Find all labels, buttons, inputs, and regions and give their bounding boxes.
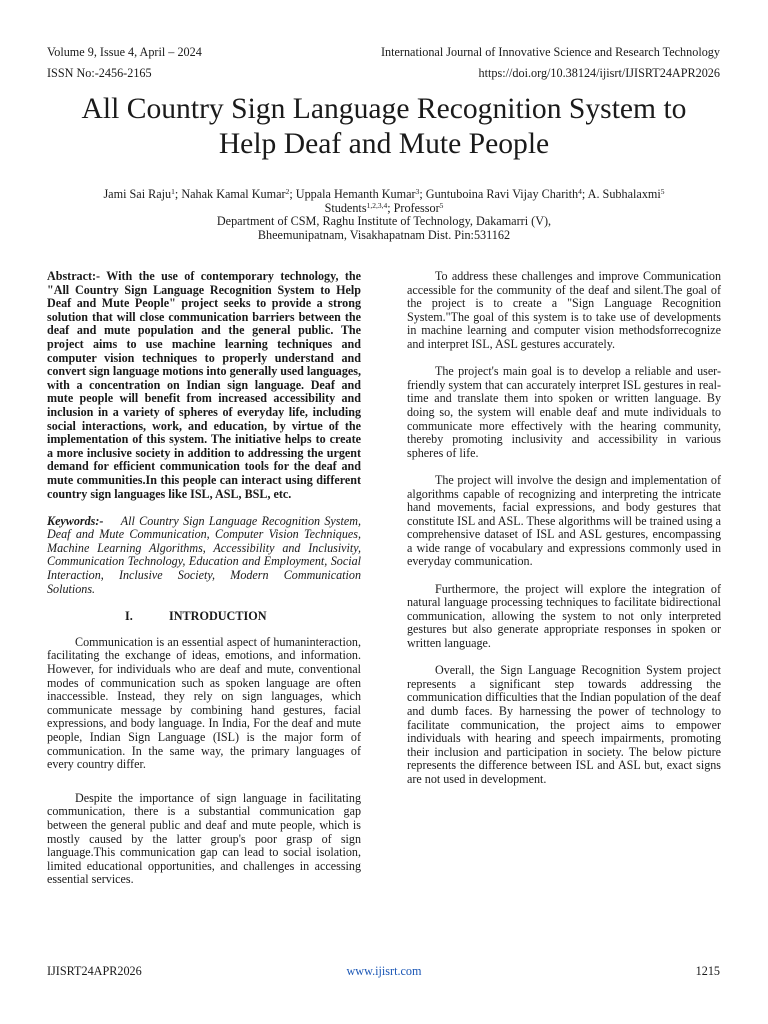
body-paragraph-3: The project will involve the design and implementation of algorithms capable of recognizing and interpreting the intricate hand movements, facial expressions, and body gestures that constitute ISL and ASL. These algorithms will be trained using a comprehensive dataset of ISL and ASL gestures, encompassing a wide range of vocabulary and expressions commonly used in everyday communication.: [407, 472, 721, 569]
role-professor-superscript: 5: [439, 200, 444, 210]
affiliation-line-2: Bheemunipatnam, Visakhapatnam Dist. Pin:531162: [257, 227, 511, 242]
author-superscript: 3: [415, 187, 420, 196]
section-number: I.: [125, 609, 133, 624]
keywords-label: Keywords:-: [47, 513, 104, 528]
intro-paragraph-1: Communication is an essential aspect of humaninteraction, facilitating the exchange of ideas, emotions, and information. However, for individuals who are deaf and mute, conventional modes of communication such as spoken language are often inaccessible. Instead, they rely on sign languages, which communicate message by combining hand gestures, facial expressions, and body language. In India, For the deaf and mute people, Indian Sign Language (ISL) is the major form of communication. In the same way, the primary languages of every country differ.: [47, 634, 361, 772]
issn: ISSN No:-2456-2165: [47, 66, 152, 80]
paper-title: [20, 92, 748, 162]
section-title: INTRODUCTION: [169, 609, 267, 624]
author-superscript: 5: [660, 187, 665, 196]
keywords: [47, 515, 361, 597]
author-name: ; Nahak Kamal Kumar: [174, 187, 286, 201]
author-name: ; Uppala Hemanth Kumar: [289, 187, 416, 201]
keywords-text: All Country Sign Language Recognition System, Deaf and Mute Communication, Computer Vision Techniques, Machine Learning Algorithms, Accessibility and Inclusivity, Communication Technology, Education and Employment, Social Interaction, Inclusive Society, Modern Communication Solutions.: [47, 513, 361, 596]
author-name: ; Guntuboina Ravi Vijay Charith: [419, 187, 579, 201]
body-paragraph-4: Furthermore, the project will explore the integration of natural language processing techniques to facilitate bidirectional communication, allowing the system to not only interpreted gestures but also generate appropriate responses in spoken or written language.: [407, 581, 721, 651]
body-paragraph-5: Overall, the Sign Language Recognition System project represents a significant step towards addressing the communication difficulties that the Indian population of the deaf and dumb faces. By harnessing the power of technology to facilitate communication, the project aims to empower individuals with hearing and speech impairments, promoting their inclusion and participation in society. The below picture represents the difference between ISL and ASL but, exact signs are not used in development.: [407, 663, 721, 786]
journal-volume: Volume 9, Issue 4, April – 2024: [47, 45, 202, 59]
footer-site-link[interactable]: www.ijisrt.com: [346, 964, 422, 978]
role-students: Students: [324, 200, 367, 215]
journal-name: International Journal of Innovative Science and Research Technology: [380, 45, 720, 59]
body-paragraph-2: The project's main goal is to develop a reliable and user-friendly system that can accurately interpret ISL gestures in real-time and translate them into spoken or written language. By doing so, the system will enable deaf and mute individuals to communicate more effectively with the hearing community, thereby promoting inclusivity and accessibility in various spheres of life.: [407, 364, 721, 460]
paper-title-line-2: Help Deaf and Mute People: [218, 128, 550, 160]
paper-title-line-1: All Country Sign Language Recognition System to: [81, 93, 687, 125]
page-number: 1215: [695, 964, 720, 978]
role-professor: ; Professor: [387, 200, 440, 215]
author-list: [30, 188, 738, 202]
left-column: [47, 270, 361, 887]
section-heading: [47, 610, 361, 624]
abstract: Abstract:- With the use of contemporary technology, the "All Country Sign Language Recognition System to Help Deaf and Mute People" project seeks to provide a strong solution that will close communication barriers between the deaf and mute population and the general public. The project aims to use machine learning techniques and computer vision techniques to properly understand and convert sign language motions into generally used languages, with a concentration on Indian sign language. Deaf and mute people will benefit from increased accessibility and inclusion in a variety of spheres of everyday life, including social interactions, work, and education, by virtue of the implementation of this system. The initiative helps to create a more inclusive society in addition to addressing the urgent demand for efficient communication tools for the deaf and mute communities.In this people can interact using different country sign languages like ISL, ASL, BSL, etc.: [47, 269, 361, 501]
intro-paragraph-2: Despite the importance of sign language in facilitating communication, there is a substantial communication gap between the general public and deaf and mute people, which is mostly caused by the latter group's poor grasp of sign language.This communication gap can lead to social isolation, limited educational opportunities, and challenges in accessing essential services.: [47, 790, 361, 887]
right-column: [407, 270, 721, 787]
author-name: Jami Sai Raju: [103, 187, 172, 201]
body-paragraph-1: To address these challenges and improve Communication accessible for the community of the deaf and silent.The goal of the project is to create a "Sign Language Recognition System."The goal of this system is to take use of developments in machine learning and computer vision methodsforrecognize and interpret ISL, ASL gestures accurately.: [407, 269, 721, 351]
doi-link[interactable]: https://doi.org/10.38124/ijisrt/IJISRT24APR2026: [478, 66, 720, 80]
role-students-superscript: 1,2,3,4: [366, 200, 388, 210]
author-superscript: 2: [285, 187, 290, 196]
affiliation-line-1: Department of CSM, Raghu Institute of Technology, Dakamarri (V),: [216, 214, 552, 228]
footer-code: IJISRT24APR2026: [47, 964, 142, 978]
author-superscript: 4: [578, 187, 582, 196]
author-roles: [30, 202, 738, 216]
author-block: [30, 188, 738, 242]
author-name: ; A. Subhalaxmi: [581, 187, 661, 201]
author-superscript: 1: [171, 187, 175, 196]
